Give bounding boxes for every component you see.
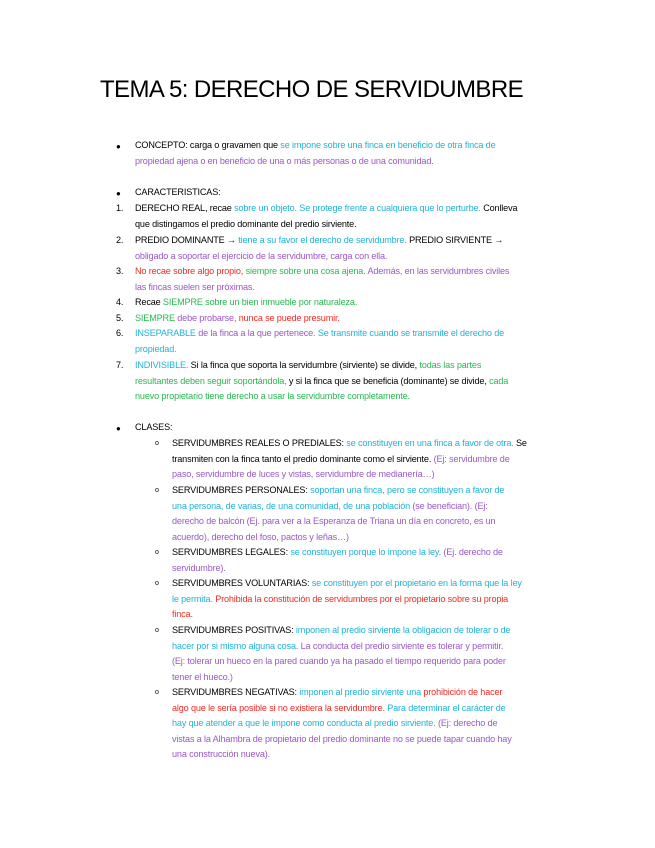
list-number: 4.	[116, 297, 124, 307]
sub-bullet: o	[155, 440, 159, 447]
clase-item-voluntarias: SERVIDUMBRES VOLUNTARIAS: se constituyen por el propietario en la forma que la ley le permita. Prohibida la constitución de servidumbres por el propietario sobre su propia finca.	[172, 578, 522, 619]
clase-item-positivas: SERVIDUMBRES POSITIVAS: imponen al predio sirviente la obligacion de tolerar o de hacer por si mismo alguna cosa. La conducta del predio sirviente es tolerar y permitir. (Ej: tolerar un hueco en la pared cuando ya ha pasado el tiempo requerido para poder tener el hueco.)	[172, 625, 511, 682]
list-number: 2.	[116, 235, 124, 245]
list-number: 3.	[116, 266, 124, 276]
list-number: 5.	[116, 313, 124, 323]
clase-item-legales: SERVIDUMBRES LEGALES: se constituyen porque lo impone la ley. (Ej. derecho de servidumbre).	[172, 547, 503, 573]
clase-item-reales: SERVIDUMBRES REALES O PREDIALES: se constituyen en una finca a favor de otra. Se transmiten con la finca tanto el predio dominante como el sirviente. (Ej: servidumbre de paso, servidumbre de luces y vistas, servidumbre de medianería…)	[172, 438, 527, 479]
list-number: 6.	[116, 328, 124, 338]
list-item: Recae SIEMPRE sobre un bien inmueble por naturaleza.	[135, 297, 358, 307]
bullet-concepto: ●	[116, 142, 121, 151]
page-title: TEMA 5: DERECHO DE SERVIDUMBRE	[100, 76, 523, 103]
bullet-clases: ●	[116, 424, 121, 433]
list-item: SIEMPRE debe probarse, nunca se puede presumir.	[135, 313, 340, 323]
sub-bullet: o	[155, 689, 159, 696]
list-number: 7.	[116, 360, 124, 370]
sub-bullet: o	[155, 549, 159, 556]
list-item: No recae sobre algo propio, siempre sobre una cosa ajena. Además, en las servidumbres civiles las fincas suelen ser próximas.	[135, 266, 510, 292]
caracteristicas-heading: CARACTERISTICAS:	[135, 187, 221, 197]
sub-bullet: o	[155, 487, 159, 494]
concepto-paragraph: CONCEPTO: carga o gravamen que se impone sobre una finca en beneficio de otra finca de propiedad ajena o en beneficio de una o más personas o de una comunidad.	[135, 140, 496, 166]
list-item: INSEPARABLE de la finca a la que pertenece. Se transmite cuando se transmite el derecho de propiedad.	[135, 328, 505, 354]
clase-item-personales: SERVIDUMBRES PERSONALES: soportan una finca, pero se constituyen a favor de una persona, de varias, de una comunidad, de una población (se benefician). (Ej: derecho de balcón (Ej. para ver a la Esperanza de Triana un día en concreto, es un acuerdo), derecho del foso, pactos y leñas…)	[172, 485, 505, 542]
list-item: INDIVISIBLE. Si la finca que soporta la servidumbre (sirviente) se divide, todas las partes resultantes deben seguir soportándola, y si la finca que se beneficia (dominante) se divide, cada nuevo propietario tiene derecho a usar la servidumbre completamente.	[135, 360, 509, 401]
bullet-caracteristicas: ●	[116, 189, 121, 198]
sub-bullet: o	[155, 580, 159, 587]
list-number: 1.	[116, 203, 124, 213]
sub-bullet: o	[155, 627, 159, 634]
list-item: DERECHO REAL, recae sobre un objeto. Se protege frente a cualquiera que lo perturbe. Conlleva que distingamos el predio dominante del predio sirviente.	[135, 203, 518, 229]
list-item: PREDIO DOMINANTE → tiene a su favor el derecho de servidumbre. PREDIO SIRVIENTE → obligado a soportar el ejercicio de la servidumbre, carga con ella.	[135, 235, 504, 261]
clase-item-negativas: SERVIDUMBRES NEGATIVAS: imponen al predio sirviente una prohibición de hacer algo que le sería posible si no existiera la servidumbre. Para determinar el carácter de hay que atender a que le impone como conducta al predio sirviente. (Ej: derecho de vistas a la Alhambra de propietario del predio dominante no se puede tapar cuando hay una construcción nueva).	[172, 687, 512, 759]
clases-heading: CLASES:	[135, 422, 173, 432]
